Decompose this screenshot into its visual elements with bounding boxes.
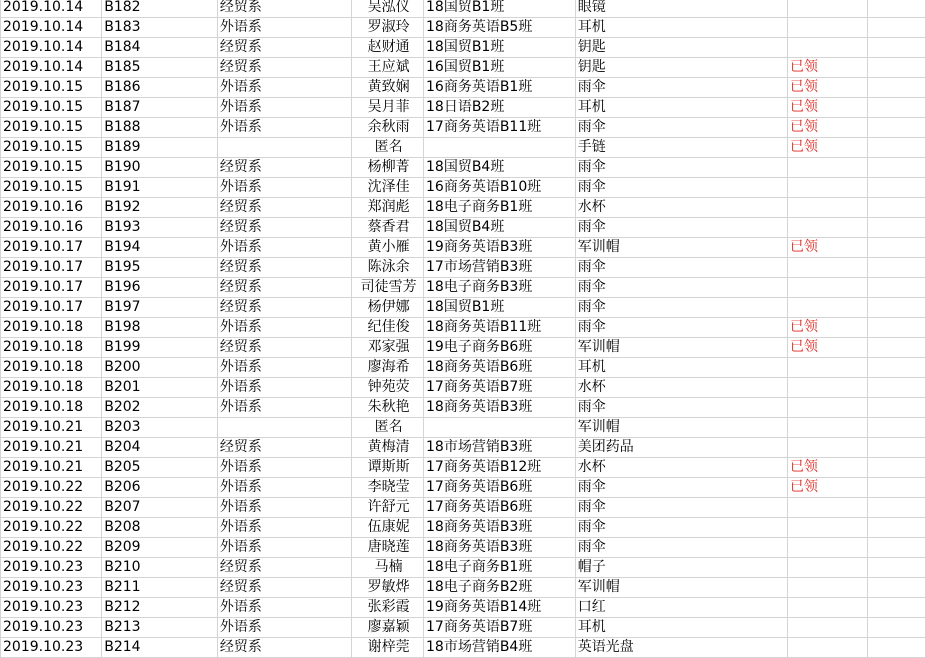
table-row [1, 478, 926, 498]
cell-status[interactable]: 已领 [788, 238, 868, 258]
cell-name[interactable]: 伍康妮 [352, 518, 424, 538]
cell-empty[interactable] [868, 318, 926, 338]
cell-class[interactable]: 17市场营销B3班 [424, 258, 576, 278]
cell-status[interactable]: 已领 [788, 78, 868, 98]
cell-item[interactable]: 帽子 [575, 558, 787, 578]
table-row [1, 0, 926, 18]
cell-empty[interactable] [868, 578, 926, 598]
cell-name[interactable]: 谢梓莞 [352, 638, 424, 658]
cell-name[interactable]: 沈泽佳 [352, 178, 424, 198]
cell-status[interactable]: 已领 [788, 118, 868, 138]
sheet-body [1, 0, 926, 658]
table-row [1, 598, 926, 618]
cell-status[interactable] [788, 398, 868, 418]
table-row [1, 458, 926, 478]
cell-class[interactable]: 17商务英语B6班 [424, 498, 576, 518]
cell-status[interactable] [788, 358, 868, 378]
cell-name[interactable]: 杨柳菁 [352, 158, 424, 178]
cell-name[interactable]: 黄梅清 [352, 438, 424, 458]
cell-status[interactable] [788, 198, 868, 218]
table-row [1, 378, 926, 398]
cell-status[interactable] [788, 578, 868, 598]
cell-empty[interactable] [868, 98, 926, 118]
cell-date[interactable]: 2019.10.14 [1, 0, 102, 18]
table-row [1, 58, 926, 78]
cell-department[interactable]: 外语系 [217, 478, 351, 498]
cell-date[interactable]: 2019.10.18 [1, 358, 102, 378]
cell-name[interactable]: 王应斌 [352, 58, 424, 78]
cell-status[interactable] [788, 218, 868, 238]
cell-item[interactable]: 水杯 [575, 198, 787, 218]
cell-department[interactable]: 外语系 [217, 538, 351, 558]
cell-name[interactable]: 纪佳俊 [352, 318, 424, 338]
cell-empty[interactable] [868, 638, 926, 658]
cell-item[interactable]: 雨伞 [575, 318, 787, 338]
cell-date[interactable]: 2019.10.23 [1, 618, 102, 638]
table-row [1, 438, 926, 458]
cell-date[interactable]: 2019.10.23 [1, 578, 102, 598]
cell-code[interactable]: B199 [102, 338, 218, 358]
cell-code[interactable]: B186 [102, 78, 218, 98]
cell-class[interactable]: 18电子商务B3班 [424, 278, 576, 298]
cell-class[interactable]: 18电子商务B1班 [424, 198, 576, 218]
cell-class[interactable] [424, 418, 576, 438]
cell-department[interactable]: 经贸系 [217, 578, 351, 598]
cell-class[interactable]: 17商务英语B6班 [424, 478, 576, 498]
table-row [1, 618, 926, 638]
cell-department[interactable]: 外语系 [217, 358, 351, 378]
cell-name[interactable]: 黄小雁 [352, 238, 424, 258]
cell-status[interactable] [788, 278, 868, 298]
cell-empty[interactable] [868, 458, 926, 478]
cell-empty[interactable] [868, 258, 926, 278]
cell-department[interactable]: 外语系 [217, 98, 351, 118]
cell-code[interactable]: B209 [102, 538, 218, 558]
cell-status[interactable]: 已领 [788, 478, 868, 498]
cell-name[interactable]: 陈泳余 [352, 258, 424, 278]
cell-class[interactable]: 17商务英语B11班 [424, 118, 576, 138]
table-row [1, 158, 926, 178]
cell-code[interactable]: B207 [102, 498, 218, 518]
cell-date[interactable]: 2019.10.17 [1, 258, 102, 278]
cell-department[interactable]: 经贸系 [217, 218, 351, 238]
cell-class[interactable]: 18市场营销B3班 [424, 438, 576, 458]
cell-class[interactable]: 18国贸B4班 [424, 158, 576, 178]
cell-name[interactable]: 蔡香君 [352, 218, 424, 238]
cell-empty[interactable] [868, 118, 926, 138]
cell-status[interactable] [788, 418, 868, 438]
cell-item[interactable]: 耳机 [575, 358, 787, 378]
cell-code[interactable]: B203 [102, 418, 218, 438]
cell-date[interactable]: 2019.10.23 [1, 638, 102, 658]
cell-code[interactable]: B201 [102, 378, 218, 398]
cell-item[interactable]: 雨伞 [575, 518, 787, 538]
cell-empty[interactable] [868, 358, 926, 378]
cell-name[interactable]: 余秋雨 [352, 118, 424, 138]
cell-class[interactable]: 18国贸B1班 [424, 298, 576, 318]
cell-date[interactable]: 2019.10.23 [1, 558, 102, 578]
cell-name[interactable]: 郑润彪 [352, 198, 424, 218]
cell-date[interactable]: 2019.10.14 [1, 18, 102, 38]
cell-item[interactable]: 军训帽 [575, 418, 787, 438]
cell-department[interactable]: 外语系 [217, 318, 351, 338]
cell-department[interactable]: 外语系 [217, 178, 351, 198]
cell-department[interactable]: 经贸系 [217, 0, 351, 18]
cell-status[interactable] [788, 518, 868, 538]
cell-item[interactable]: 雨伞 [575, 538, 787, 558]
cell-empty[interactable] [868, 278, 926, 298]
cell-empty[interactable] [868, 398, 926, 418]
table-row [1, 558, 926, 578]
cell-item[interactable]: 眼镜 [575, 0, 787, 18]
cell-item[interactable]: 军训帽 [575, 578, 787, 598]
cell-class[interactable]: 18商务英语B3班 [424, 518, 576, 538]
cell-name[interactable]: 廖海希 [352, 358, 424, 378]
cell-status[interactable]: 已领 [788, 458, 868, 478]
cell-date[interactable]: 2019.10.14 [1, 38, 102, 58]
cell-status[interactable] [788, 178, 868, 198]
cell-date[interactable]: 2019.10.14 [1, 58, 102, 78]
cell-department[interactable]: 经贸系 [217, 258, 351, 278]
cell-class[interactable]: 16商务英语B1班 [424, 78, 576, 98]
cell-empty[interactable] [868, 158, 926, 178]
cell-date[interactable]: 2019.10.22 [1, 478, 102, 498]
cell-code[interactable]: B189 [102, 138, 218, 158]
table-row [1, 338, 926, 358]
table-row [1, 218, 926, 238]
cell-class[interactable]: 18国贸B4班 [424, 218, 576, 238]
cell-date[interactable]: 2019.10.15 [1, 178, 102, 198]
cell-department[interactable] [217, 418, 351, 438]
cell-code[interactable]: B190 [102, 158, 218, 178]
cell-empty[interactable] [868, 558, 926, 578]
cell-status[interactable]: 已领 [788, 318, 868, 338]
cell-empty[interactable] [868, 598, 926, 618]
cell-department[interactable]: 经贸系 [217, 58, 351, 78]
cell-empty[interactable] [868, 178, 926, 198]
cell-code[interactable]: B184 [102, 38, 218, 58]
cell-date[interactable]: 2019.10.21 [1, 458, 102, 478]
cell-item[interactable]: 军训帽 [575, 238, 787, 258]
cell-name[interactable]: 赵财通 [352, 38, 424, 58]
cell-name[interactable]: 廖嘉颖 [352, 618, 424, 638]
cell-empty[interactable] [868, 218, 926, 238]
cell-date[interactable]: 2019.10.17 [1, 238, 102, 258]
cell-item[interactable]: 水杯 [575, 378, 787, 398]
table-row [1, 138, 926, 158]
cell-empty[interactable] [868, 78, 926, 98]
cell-code[interactable]: B211 [102, 578, 218, 598]
cell-status[interactable] [788, 558, 868, 578]
cell-code[interactable]: B196 [102, 278, 218, 298]
cell-item[interactable]: 雨伞 [575, 178, 787, 198]
cell-date[interactable]: 2019.10.18 [1, 398, 102, 418]
cell-date[interactable]: 2019.10.18 [1, 338, 102, 358]
cell-name[interactable]: 匿名 [352, 418, 424, 438]
cell-name[interactable]: 邓家强 [352, 338, 424, 358]
cell-date[interactable]: 2019.10.15 [1, 78, 102, 98]
table-row [1, 38, 926, 58]
cell-date[interactable]: 2019.10.21 [1, 438, 102, 458]
cell-code[interactable]: B202 [102, 398, 218, 418]
cell-item[interactable]: 口红 [575, 598, 787, 618]
cell-empty[interactable] [868, 238, 926, 258]
table-row [1, 318, 926, 338]
cell-empty[interactable] [868, 338, 926, 358]
cell-item[interactable]: 钥匙 [575, 58, 787, 78]
cell-class[interactable]: 18国贸B1班 [424, 0, 576, 18]
cell-name[interactable]: 李晓莹 [352, 478, 424, 498]
cell-status[interactable]: 已领 [788, 138, 868, 158]
table-row [1, 418, 926, 438]
cell-empty[interactable] [868, 498, 926, 518]
cell-code[interactable]: B212 [102, 598, 218, 618]
cell-department[interactable]: 经贸系 [217, 638, 351, 658]
cell-class[interactable]: 18商务英语B3班 [424, 538, 576, 558]
cell-item[interactable]: 美团药品 [575, 438, 787, 458]
cell-department[interactable]: 经贸系 [217, 298, 351, 318]
cell-empty[interactable] [868, 418, 926, 438]
cell-code[interactable]: B188 [102, 118, 218, 138]
cell-date[interactable]: 2019.10.15 [1, 138, 102, 158]
cell-class[interactable]: 19商务英语B3班 [424, 238, 576, 258]
cell-item[interactable]: 雨伞 [575, 258, 787, 278]
cell-date[interactable]: 2019.10.18 [1, 318, 102, 338]
cell-department[interactable]: 经贸系 [217, 338, 351, 358]
cell-code[interactable]: B208 [102, 518, 218, 538]
cell-code[interactable]: B210 [102, 558, 218, 578]
cell-item[interactable]: 英语光盘 [575, 638, 787, 658]
cell-item[interactable]: 耳机 [575, 618, 787, 638]
cell-code[interactable]: B204 [102, 438, 218, 458]
cell-item[interactable]: 耳机 [575, 18, 787, 38]
cell-department[interactable]: 外语系 [217, 118, 351, 138]
cell-empty[interactable] [868, 438, 926, 458]
cell-item[interactable]: 雨伞 [575, 398, 787, 418]
cell-department[interactable]: 外语系 [217, 458, 351, 478]
cell-department[interactable]: 外语系 [217, 598, 351, 618]
cell-empty[interactable] [868, 618, 926, 638]
cell-status[interactable] [788, 158, 868, 178]
cell-status[interactable] [788, 438, 868, 458]
cell-code[interactable]: B185 [102, 58, 218, 78]
cell-department[interactable]: 经贸系 [217, 38, 351, 58]
cell-item[interactable]: 雨伞 [575, 218, 787, 238]
cell-code[interactable]: B206 [102, 478, 218, 498]
table-row [1, 198, 926, 218]
cell-name[interactable]: 司徒雪芳 [352, 278, 424, 298]
cell-empty[interactable] [868, 138, 926, 158]
cell-date[interactable]: 2019.10.16 [1, 218, 102, 238]
table-row [1, 358, 926, 378]
cell-name[interactable]: 吴月菲 [352, 98, 424, 118]
cell-class[interactable]: 17商务英语B12班 [424, 458, 576, 478]
cell-class[interactable]: 18商务英语B3班 [424, 398, 576, 418]
table-row [1, 238, 926, 258]
table-row [1, 78, 926, 98]
cell-date[interactable]: 2019.10.18 [1, 378, 102, 398]
cell-name[interactable]: 黄致娴 [352, 78, 424, 98]
cell-status[interactable] [788, 618, 868, 638]
table-row [1, 498, 926, 518]
cell-date[interactable]: 2019.10.15 [1, 98, 102, 118]
cell-item[interactable]: 雨伞 [575, 278, 787, 298]
cell-code[interactable]: B198 [102, 318, 218, 338]
cell-date[interactable]: 2019.10.15 [1, 118, 102, 138]
cell-code[interactable]: B194 [102, 238, 218, 258]
cell-code[interactable]: B205 [102, 458, 218, 478]
cell-code[interactable]: B183 [102, 18, 218, 38]
cell-status[interactable] [788, 38, 868, 58]
cell-item[interactable]: 雨伞 [575, 158, 787, 178]
cell-class[interactable]: 18国贸B1班 [424, 38, 576, 58]
table-row [1, 178, 926, 198]
cell-code[interactable]: B192 [102, 198, 218, 218]
cell-department[interactable]: 经贸系 [217, 558, 351, 578]
cell-class[interactable]: 16商务英语B10班 [424, 178, 576, 198]
cell-class[interactable]: 18电子商务B1班 [424, 558, 576, 578]
cell-empty[interactable] [868, 198, 926, 218]
cell-status[interactable] [788, 378, 868, 398]
cell-name[interactable]: 钟苑荧 [352, 378, 424, 398]
cell-status[interactable] [788, 0, 868, 18]
table-row [1, 98, 926, 118]
cell-status[interactable] [788, 498, 868, 518]
cell-department[interactable]: 经贸系 [217, 198, 351, 218]
cell-code[interactable]: B200 [102, 358, 218, 378]
cell-date[interactable]: 2019.10.22 [1, 538, 102, 558]
table-row [1, 578, 926, 598]
cell-item[interactable]: 军训帽 [575, 338, 787, 358]
cell-status[interactable]: 已领 [788, 338, 868, 358]
cell-department[interactable]: 外语系 [217, 78, 351, 98]
cell-name[interactable]: 罗敏烨 [352, 578, 424, 598]
cell-date[interactable]: 2019.10.23 [1, 598, 102, 618]
cell-item[interactable]: 雨伞 [575, 298, 787, 318]
cell-name[interactable]: 唐晓莲 [352, 538, 424, 558]
cell-name[interactable]: 匿名 [352, 138, 424, 158]
table-row [1, 298, 926, 318]
cell-department[interactable]: 经贸系 [217, 438, 351, 458]
cell-class[interactable] [424, 138, 576, 158]
cell-code[interactable]: B191 [102, 178, 218, 198]
cell-class[interactable]: 18市场营销B4班 [424, 638, 576, 658]
cell-code[interactable]: B213 [102, 618, 218, 638]
cell-item[interactable]: 耳机 [575, 98, 787, 118]
cell-empty[interactable] [868, 0, 926, 18]
table-row [1, 398, 926, 418]
cell-code[interactable]: B187 [102, 98, 218, 118]
cell-code[interactable]: B193 [102, 218, 218, 238]
cell-class[interactable]: 19商务英语B14班 [424, 598, 576, 618]
cell-department[interactable]: 经贸系 [217, 278, 351, 298]
cell-item[interactable]: 雨伞 [575, 478, 787, 498]
cell-empty[interactable] [868, 38, 926, 58]
cell-class[interactable]: 18日语B2班 [424, 98, 576, 118]
cell-date[interactable]: 2019.10.21 [1, 418, 102, 438]
cell-status[interactable] [788, 258, 868, 278]
cell-name[interactable]: 许舒元 [352, 498, 424, 518]
cell-date[interactable]: 2019.10.22 [1, 498, 102, 518]
cell-empty[interactable] [868, 538, 926, 558]
cell-department[interactable]: 经贸系 [217, 158, 351, 178]
cell-item[interactable]: 雨伞 [575, 118, 787, 138]
cell-empty[interactable] [868, 58, 926, 78]
cell-date[interactable]: 2019.10.16 [1, 198, 102, 218]
cell-status[interactable] [788, 598, 868, 618]
cell-item[interactable]: 手链 [575, 138, 787, 158]
cell-code[interactable]: B214 [102, 638, 218, 658]
cell-item[interactable]: 水杯 [575, 458, 787, 478]
cell-name[interactable]: 杨伊娜 [352, 298, 424, 318]
cell-name[interactable]: 朱秋艳 [352, 398, 424, 418]
cell-item[interactable]: 钥匙 [575, 38, 787, 58]
cell-department[interactable]: 外语系 [217, 238, 351, 258]
table-row [1, 518, 926, 538]
cell-name[interactable]: 罗淑玲 [352, 18, 424, 38]
cell-empty[interactable] [868, 298, 926, 318]
cell-department[interactable]: 外语系 [217, 18, 351, 38]
cell-empty[interactable] [868, 378, 926, 398]
table-row [1, 118, 926, 138]
cell-item[interactable]: 雨伞 [575, 78, 787, 98]
cell-name[interactable]: 吴泓仪 [352, 0, 424, 18]
cell-status[interactable] [788, 298, 868, 318]
table-row [1, 638, 926, 658]
cell-code[interactable]: B195 [102, 258, 218, 278]
cell-class[interactable]: 18电子商务B2班 [424, 578, 576, 598]
cell-status[interactable] [788, 18, 868, 38]
cell-status[interactable] [788, 538, 868, 558]
cell-date[interactable]: 2019.10.15 [1, 158, 102, 178]
cell-date[interactable]: 2019.10.17 [1, 278, 102, 298]
cell-name[interactable]: 张彩霞 [352, 598, 424, 618]
table-row [1, 18, 926, 38]
cell-empty[interactable] [868, 18, 926, 38]
cell-department[interactable]: 外语系 [217, 398, 351, 418]
cell-department[interactable]: 外语系 [217, 518, 351, 538]
cell-empty[interactable] [868, 518, 926, 538]
cell-status[interactable]: 已领 [788, 98, 868, 118]
cell-department[interactable]: 外语系 [217, 378, 351, 398]
cell-class[interactable]: 18商务英语B6班 [424, 358, 576, 378]
cell-item[interactable]: 雨伞 [575, 498, 787, 518]
cell-class[interactable]: 18商务英语B11班 [424, 318, 576, 338]
cell-class[interactable]: 17商务英语B7班 [424, 618, 576, 638]
cell-code[interactable]: B182 [102, 0, 218, 18]
cell-empty[interactable] [868, 478, 926, 498]
cell-date[interactable]: 2019.10.22 [1, 518, 102, 538]
table-row [1, 538, 926, 558]
cell-class[interactable]: 19电子商务B6班 [424, 338, 576, 358]
cell-date[interactable]: 2019.10.17 [1, 298, 102, 318]
cell-name[interactable]: 谭斯斯 [352, 458, 424, 478]
cell-class[interactable]: 18商务英语B5班 [424, 18, 576, 38]
cell-status[interactable] [788, 638, 868, 658]
cell-department[interactable] [217, 138, 351, 158]
cell-department[interactable]: 外语系 [217, 618, 351, 638]
table-row [1, 278, 926, 298]
table-row [1, 258, 926, 278]
cell-class[interactable]: 16国贸B1班 [424, 58, 576, 78]
cell-status[interactable]: 已领 [788, 58, 868, 78]
cell-name[interactable]: 马楠 [352, 558, 424, 578]
cell-code[interactable]: B197 [102, 298, 218, 318]
cell-class[interactable]: 17商务英语B7班 [424, 378, 576, 398]
cell-department[interactable]: 外语系 [217, 498, 351, 518]
